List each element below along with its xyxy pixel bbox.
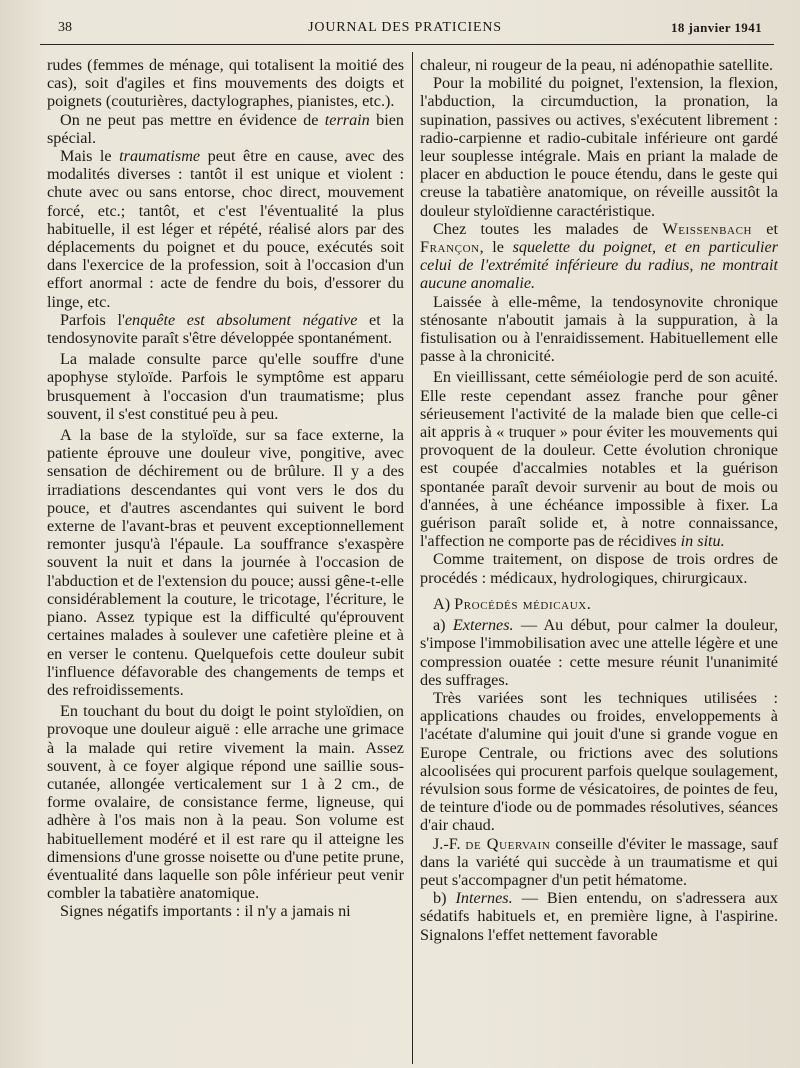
- section-title: Procédés médicaux.: [454, 594, 592, 613]
- right-column: [420, 56, 778, 1064]
- paragraph: [47, 56, 404, 111]
- subsection-title: Internes.: [455, 889, 513, 908]
- paragraph-text: Comme traitement, on dispose de trois ordres de procédés : médicaux, hydrologiques, chirurgicaux.: [420, 550, 778, 587]
- paragraph-text: Laissée à elle-même, la tendosynovite chronique sténosante n'aboutit jamais à la suppuration, à la fistulisation ou à l'enraidissement. Habituellement elle passe à la chronicité.: [420, 292, 778, 366]
- paragraph-text: A la base de la styloïde, sur sa face externe, la patiente éprouve une douleur vive, pongitive, avec sensation de déchirement ou de brûlure. Il y a des irradiations descendantes qui vont vers le dos du pouce, et d'autres ascendantes qui suivent le bord externe de l'avant-bras et peuvent exceptionnellement remonter jusqu'à l'épaule. La souffrance s'exaspère souvent la nuit et dans la journée à l'occasion de l'abduction et de l'extension du pouce; aussi gêne-t-elle considérablement la couture, le tricotage, l'écriture, le piano. Assez typique est la difficulté qu'éprouvent certaines malades à soulever une cafetière pleine et à en verser le contenu. Quelquefois cette douleur subit l'influence défavorable des changements de temps et des refroidissements.: [47, 426, 404, 699]
- emphasis: traumatisme: [119, 147, 201, 166]
- paragraph-text: et la tendosynovite paraît s'être développée spontanément.: [47, 310, 404, 348]
- paragraph-text: Mais le: [60, 147, 120, 166]
- subsection-label: b): [433, 889, 456, 908]
- paragraph-text: peut être en cause, avec des modalités diverses : tantôt il est unique et violent : chute avec ou sans entorse, choc direct, mouvement forcé, etc.; tantôt, et c'est l'éventualité la plus habituelle, il est léger et répété, réalisé alors par des déplacements du poignet et du pouce, exécutés soit dans l'exercice de la profession, soit à l'occasion d'un effort anormal : acte de fendre du bois, d'essorer du linge, etc.: [47, 147, 404, 311]
- paragraph-text: et: [752, 219, 778, 238]
- header-rule: [40, 44, 774, 45]
- emphasis: enquête est absolument négative: [124, 310, 358, 329]
- journal-title: JOURNAL DES PRATICIENS: [308, 20, 502, 35]
- author-name: Weissenbach: [662, 219, 753, 238]
- paragraph-text: Chez toutes les malades de: [433, 219, 663, 238]
- paragraph-text: — Bien entendu, on s'adressera aux sédatifs habituels et, en première ligne, à l'aspirine. Signalons l'effet nettement favorable: [420, 889, 778, 944]
- paragraph-text: En vieillissant, cette séméiologie perd de son acuité. Elle reste cependant assez franche pour gêner sérieusement l'activité de la malade bien que celle-ci ait appris à « truquer » pour éviter les mouvements qui provoquent de la douleur. Cette évolution chronique est coupée d'accalmies notables et la guérison spontanée paraît devoir survenir au bout de mois ou d'années, à une échéance impossible à fixer. La guérison paraît solide et, à notre connaissance, l'affection ne comporte pas de récidives: [420, 368, 778, 551]
- paragraph: [420, 550, 778, 586]
- section-label: A): [433, 594, 455, 613]
- paragraph: [420, 889, 778, 944]
- page-number: 38: [58, 20, 72, 35]
- paragraph-text: J.-F.: [433, 834, 466, 853]
- author-name: Françon: [420, 238, 480, 257]
- paragraph: [47, 426, 404, 699]
- paragraph-text: Signes négatifs importants : il n'y a jamais ni: [60, 902, 351, 921]
- paragraph-text: Très variées sont les techniques utilisées : applications chaudes ou froides, enveloppements à l'acétate d'alumine qui jouit d'une si grande vogue en Europe Centrale, ou frictions avec des solutions alcoolisées qui procurent parfois quelque soulagement, révulsion sous forme de vésicatoires, de pointes de feu, de teinture d'iode ou de pommades résolutives, séances d'air chaud.: [420, 688, 778, 835]
- paragraph: [47, 902, 404, 920]
- paragraph-text: — Au début, pour calmer la douleur, s'impose l'immobilisation avec une attelle légère et une compression ouatée : cette mesure réunit l'unanimité des suffrages.: [420, 616, 778, 689]
- subsection-title: Externes.: [452, 616, 514, 635]
- paragraph: [47, 111, 404, 147]
- left-column: [47, 56, 404, 1064]
- paragraph: [420, 74, 778, 220]
- column-divider: [412, 52, 413, 1064]
- subsection-label: a): [433, 616, 453, 635]
- paragraph-text: conseille d'éviter le massage, sauf dans la variété qui succède à un traumatisme et qui peut s'accompagner d'un petit hématome.: [420, 834, 778, 889]
- emphasis: in situ.: [680, 532, 725, 551]
- author-name: de Quervain: [465, 834, 551, 853]
- paragraph-text: bien spécial.: [47, 110, 404, 147]
- paragraph: [420, 368, 778, 550]
- paragraph-text: En touchant du bout du doigt le point styloïdien, on provoque une douleur aiguë : elle arrache une grimace à la malade qui retire vivement la main. Assez souvent, à ce foyer algique répond une saillie sous-cutanée, allongée verticalement sur 1 à 2 cm., de forme ovalaire, de consistance ferme, ligneuse, qui adhère à l'os mais non à la peau. Son volume est habituellement modéré et il est rare qu il atteigne les dimensions d'une grosse noisette ou d'une petite prune, éventualité dans laquelle son pôle inférieur peut venir combler la tabatière anatomique.: [47, 702, 404, 903]
- running-header: [40, 14, 770, 44]
- paragraph: [420, 220, 778, 293]
- emphasis: terrain: [324, 110, 370, 129]
- paragraph: [420, 616, 778, 689]
- paragraph-text: chaleur, ni rougeur de la peau, ni adénopathie satellite.: [420, 56, 774, 74]
- paragraph-text: Parfois l': [60, 310, 125, 329]
- issue-date: 18 janvier 1941: [671, 20, 762, 35]
- paragraph-text: La malade consulte parce qu'elle souffre d'une apophyse styloïde. Parfois le symptôme est apparu brusquement à l'occasion d'un traumatisme; plus souvent, il s'est constitué peu à peu.: [47, 350, 404, 423]
- paragraph-text: rudes (femmes de ménage, qui totalisent la moitié des cas), soit d'agiles et fins mouvements des doigts et poignets (couturières, dactylographes, pianistes, etc.).: [47, 56, 404, 111]
- paragraph: [420, 56, 778, 74]
- paragraph: [47, 350, 404, 423]
- paragraph-text: On ne peut pas mettre en évidence de: [60, 110, 325, 129]
- paragraph: [47, 147, 404, 311]
- emphasis: squelette du poignet, et en particulier celui de l'extrémité inférieure du radius, ne montrait aucune anomalie.: [420, 238, 778, 293]
- paragraph: [420, 293, 778, 366]
- section-heading: [420, 595, 778, 613]
- paragraph: [47, 311, 404, 347]
- paragraph: [420, 835, 778, 890]
- paragraph-text: Pour la mobilité du poignet, l'extension, la flexion, l'abduction, la circumduction, la pronation, la supination, passives ou actives, s'exécutent librement : radio-carpienne et radio-cubitale inférieure ont gardé leur souplesse intégrale. Mais en priant la malade de placer en abduction le pouce étendu, dans le geste qui creuse la tabatière anatomique, on réveille aussitôt la douleur styloïdienne caractéristique.: [420, 74, 778, 220]
- paragraph: [420, 689, 778, 835]
- paragraph-text: , le: [479, 238, 513, 257]
- paragraph: [47, 702, 404, 902]
